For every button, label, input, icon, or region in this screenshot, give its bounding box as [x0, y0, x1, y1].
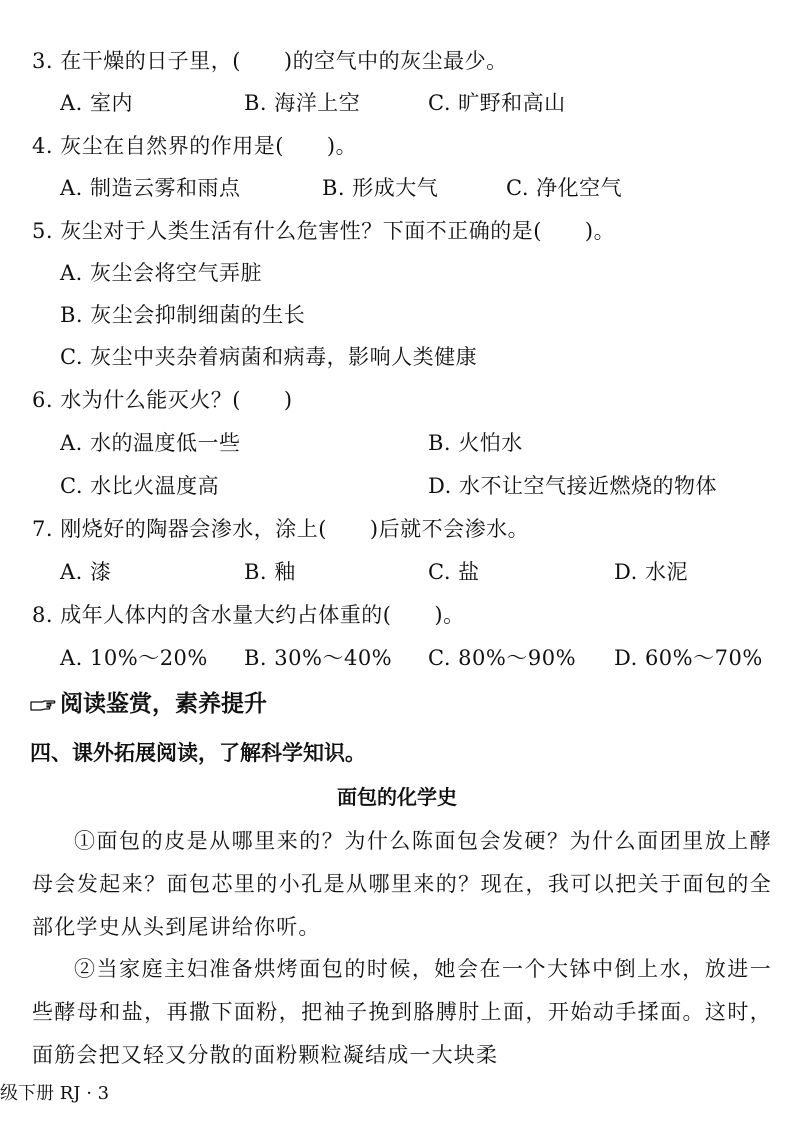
question-4-option-a: A. 制造云雾和雨点	[60, 176, 241, 200]
question-4-option-b: B. 形成大气	[322, 176, 439, 200]
question-5-stem: 5. 灰尘对于人类生活有什么危害性？下面不正确的是( )。	[32, 219, 616, 243]
question-8-option-d: D. 60%～70%	[614, 646, 763, 670]
page-footer: 级下册 RJ · 3	[0, 1083, 110, 1104]
question-7-option-d: D. 水泥	[614, 560, 688, 584]
question-6-stem: 6. 水为什么能灭火？( )	[32, 388, 293, 412]
question-3-stem: 3. 在干燥的日子里，( )的空气中的灰尘最少。	[32, 49, 508, 73]
question-5-option-a: A. 灰尘会将空气弄脏	[60, 261, 263, 285]
question-4-stem: 4. 灰尘在自然界的作用是( )。	[32, 134, 358, 158]
question-6-option-d: D. 水不让空气接近燃烧的物体	[428, 474, 717, 498]
pointing-hand-icon	[30, 698, 56, 712]
question-8-option-c: C. 80%～90%	[428, 646, 577, 670]
question-5-option-b: B. 灰尘会抑制细菌的生长	[60, 303, 306, 327]
question-8-option-a: A. 10%～20%	[60, 646, 208, 670]
question-5-option-c: C. 灰尘中夹杂着病菌和病毒，影响人类健康	[60, 345, 478, 369]
section-heading	[30, 688, 267, 720]
question-6-option-a: A. 水的温度低一些	[60, 431, 241, 455]
article-paragraph-1: ①面包的皮是从哪里来的？为什么陈面包会发硬？为什么面团里放上酵母会发起来？面包芯里的小孔是从哪里来的？现在，我可以把关于面包的全部化学史从头到尾讲给你听。	[32, 829, 772, 939]
article-title: 面包的化学史	[337, 785, 457, 809]
question-8-option-b: B. 30%～40%	[244, 646, 393, 670]
section-title: 阅读鉴赏，素养提升	[60, 691, 267, 717]
question-6-option-c: C. 水比火温度高	[60, 474, 220, 498]
question-8-stem: 8. 成年人体内的含水量大约占体重的( )。	[32, 603, 465, 627]
question-7-option-c: C. 盐	[428, 560, 480, 584]
question-3-option-a: A. 室内	[60, 91, 134, 115]
question-7-option-a: A. 漆	[60, 560, 112, 584]
question-7-stem: 7. 刚烧好的陶器会渗水，涂上( )后就不会渗水。	[32, 517, 530, 541]
article-paragraph-2: ②当家庭主妇准备烘烤面包的时候，她会在一个大钵中倒上水，放进一些酵母和盐，再撒下面粉，把袖子挽到胳膊肘上面，开始动手揉面。这时，面筋会把又轻又分散的面粉颗粒凝结成一大块柔	[32, 957, 772, 1067]
question-3-option-c: C. 旷野和高山	[428, 91, 566, 115]
question-3-option-b: B. 海洋上空	[244, 91, 361, 115]
question-7-option-b: B. 釉	[244, 560, 296, 584]
part-4-heading: 四、课外拓展阅读，了解科学知识。	[30, 741, 366, 765]
question-6-option-b: B. 火怕水	[428, 431, 523, 455]
question-4-option-c: C. 净化空气	[506, 176, 623, 200]
